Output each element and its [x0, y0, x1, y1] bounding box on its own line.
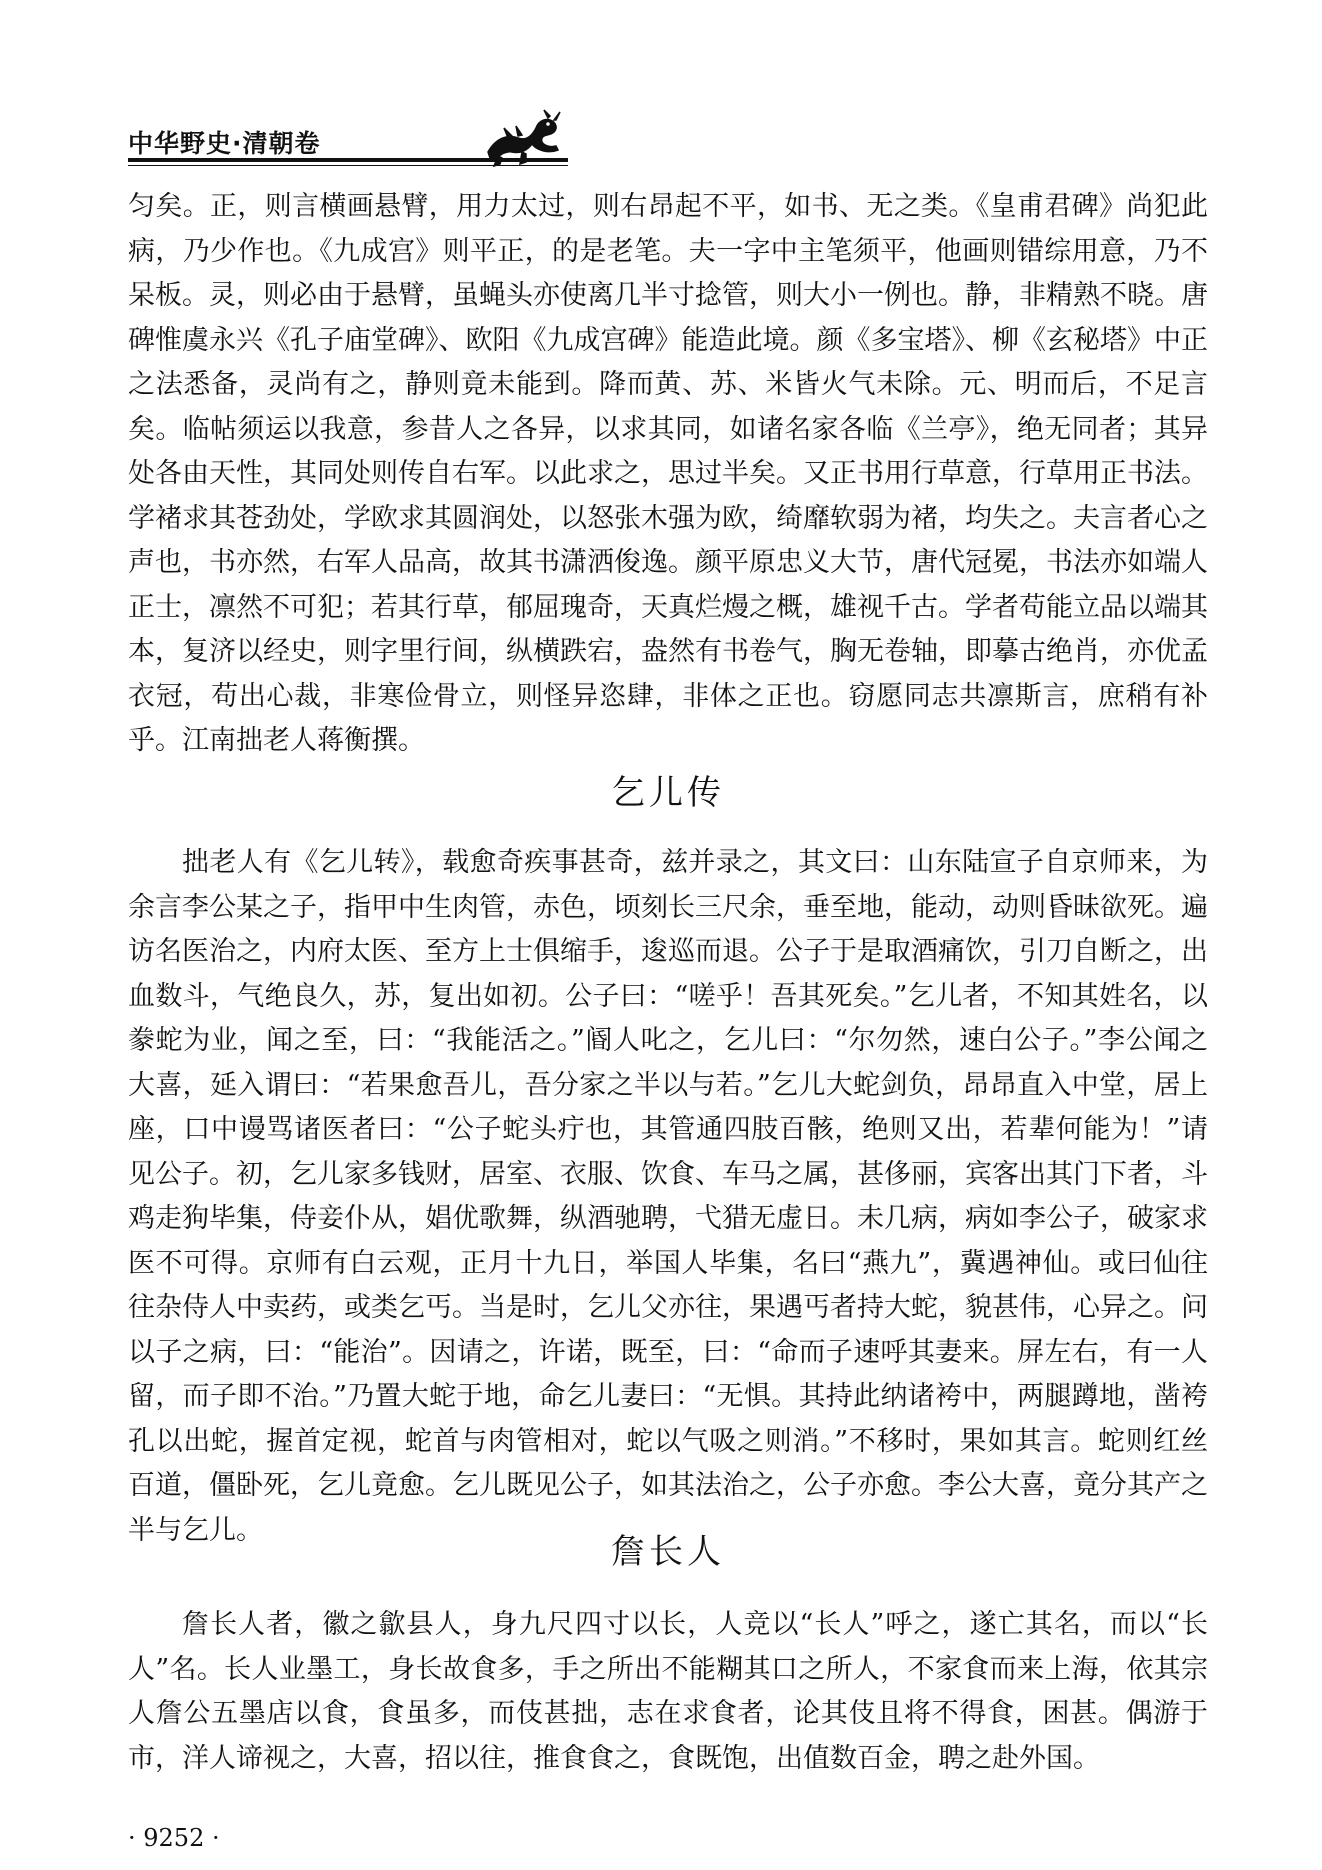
section-paragraph-qier-zhuan: 拙老人有《乞儿转》，载愈奇疾事甚奇，兹并录之，其文曰：山东陆宣子自京师来，为余言李公某之子，指甲中生肉管，赤色，顷刻长三尺余，垂至地，能动，动则昏昧欲死。遍访名医治之，内府太医、至方上士俱缩手，逡巡而退。公子于是取酒痛饮，引刀自断之，出血数斗，气绝良久，苏，复出如初。公子曰：“嗟乎！吾其死矣。”乞儿者，不知其姓名，以豢蛇为业，闻之至，曰：“我能活之。”阍人叱之，乞儿曰：“尔勿然，速白公子。”李公闻之大喜，延入谓曰：“若果愈吾儿，吾分家之半以与若。”乞儿大蛇剑负，昂昂直入中堂，居上座，口中谩骂诸医者曰：“公子蛇头疔也，其管通四肢百骸，绝则又出，若辈何能为！”请见公子。初，乞儿家多钱财，居室、衣服、饮食、车马之属，甚侈丽，宾客出其门下者，斗鸡走狗毕集，侍妾仆从，娼优歌舞，纵酒驰聘，弋猎无虚日。未几病，病如李公子，破家求医不可得。京师有白云观，正月十九日，举国人毕集，名曰“燕九”，冀遇神仙。或曰仙往往杂侍人中卖药，或类乞丐。当是时，乞儿父亦往，果遇丐者持大蛇，貌甚伟，心异之。问以子之病，曰：“能治”。因请之，许诺，既至，曰：“命而子速呼其妻来。屏左右，有一人留，而子即不治。”乃置大蛇于地，命乞儿妻曰：“无惧。其持此纳诸袴中，两腿蹲地，凿袴孔以出蛇，握首定视，蛇首与肉管相对，蛇以气吸之则消。”不移时，果如其言。蛇则红丝百道，僵卧死，乞儿竟愈。乞儿既见公子，如其法治之，公子亦愈。李公大喜，竟分其产之半与乞儿。	[128, 847, 1208, 1546]
page-number: · 9252 ·	[128, 1824, 220, 1852]
section-paragraph-zhan-changren: 詹长人者，徽之歙县人，身九尺四寸以长，人竞以“长人”呼之，遂亡其名，而以“长人”名。长人业墨工，身长故食多，手之所出不能糊其口之所人，不家食而来上海，依其宗人詹公五墨店以食，食虽多，而伎甚拙，志在求食者，论其伎且将不得食，困甚。偶游于市，洋人谛视之，大喜，招以往，推食食之，食既饱，出值数百金，聘之赴外国。	[128, 1609, 1208, 1774]
book-title: 中华野史·清朝卷	[128, 129, 321, 158]
running-header	[128, 118, 568, 170]
header-divider-thin	[128, 165, 568, 166]
header-divider	[128, 158, 568, 162]
section-title-qier-zhuan: 乞儿传	[611, 773, 725, 813]
continued-paragraph: 匀矣。正，则言横画悬臂，用力太过，则右昂起不平，如书、无之类。《皇甫君碑》尚犯此病，乃少作也。《九成宫》则平正，的是老笔。夫一字中主笔须平，他画则错综用意，乃不呆板。灵，则必由于悬臂，虽蝇头亦使离几半寸捻管，则大小一例也。静，非精熟不晓。唐碑惟虞永兴《孔子庙堂碑》、欧阳《九成宫碑》能造此境。颜《多宝塔》、柳《玄秘塔》中正之法悉备，灵尚有之，静则竟未能到。降而黄、苏、米皆火气未除。元、明而后，不足言矣。临帖须运以我意，参昔人之各异，以求其同，如诸名家各临《兰亭》，绝无同者；其异处各由天性，其同处则传自右军。以此求之，思过半矣。又正书用行草意，行草用正书法。学褚求其苍劲处，学欧求其圆润处，以怒张木强为欧，绮靡软弱为褚，均失之。夫言者心之声也，书亦然，右军人品高，故其书潇洒俊逸。颜平原忠义大节，唐代冠冕，书法亦如端人正士，凛然不可犯；若其行草，郁屈瑰奇，天真烂熳之概，雄视千古。学者苟能立品以端其本，复济以经史，则字里行间，纵横跌宕，盎然有书卷气，胸无卷轴，即摹古绝肖，亦优孟衣冠，苟出心裁，非寒俭骨立，则怪异恣肆，非体之正也。窃愿同志共凛斯言，庶稍有补乎。江南拙老人蒋衡撰。	[128, 191, 1208, 756]
section-title-zhan-changren: 詹长人	[611, 1532, 725, 1572]
